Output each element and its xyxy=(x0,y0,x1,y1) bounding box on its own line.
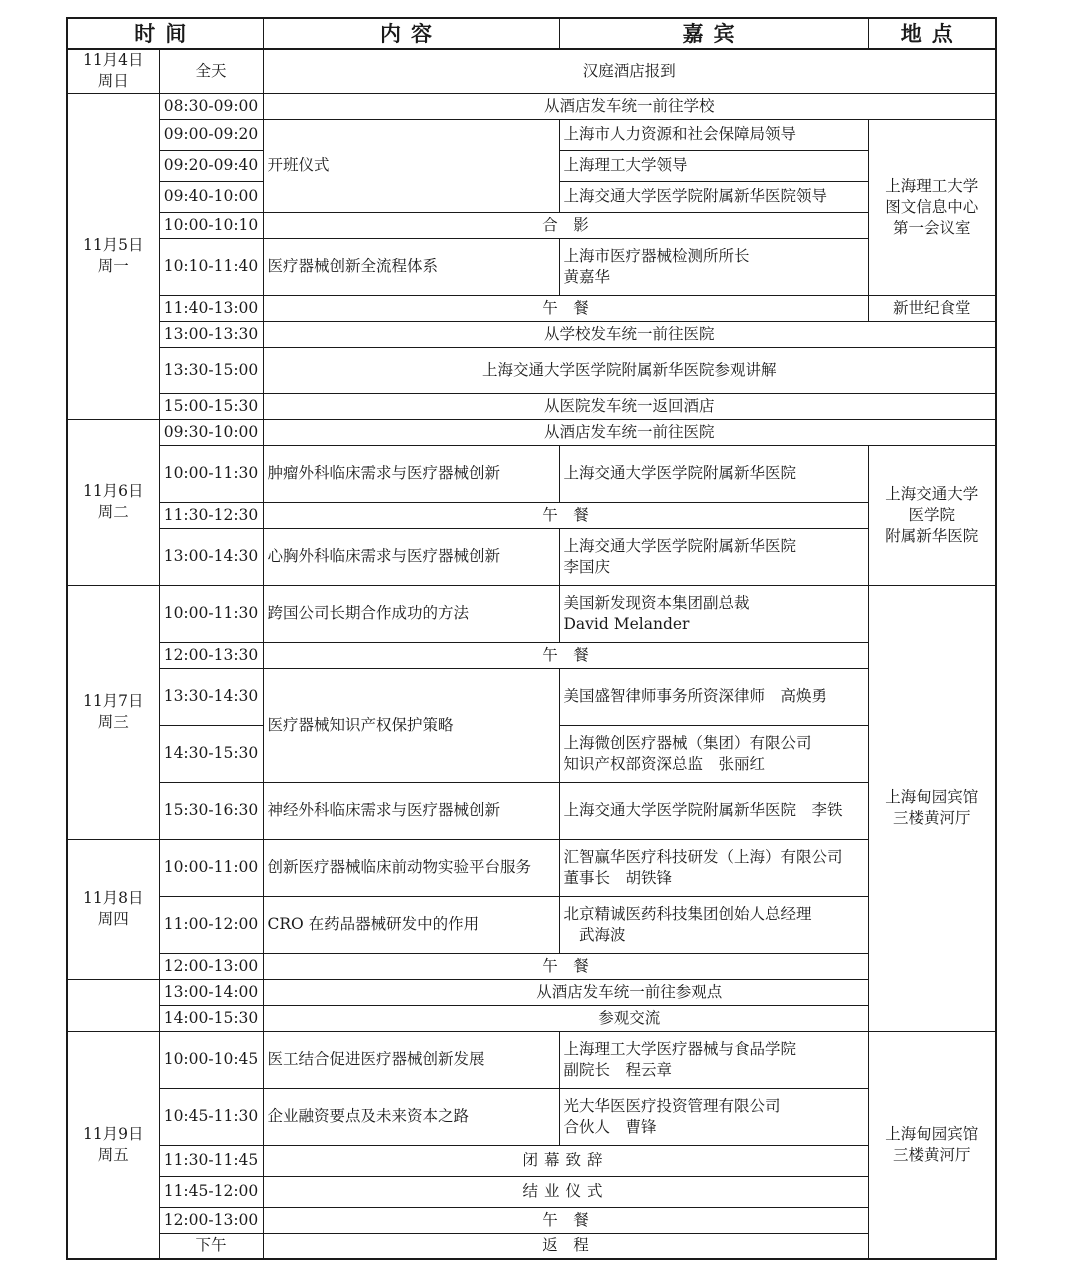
table-row xyxy=(67,642,996,668)
time-cell: 15:30-16:30 xyxy=(159,782,263,839)
time-cell: 10:00-10:10 xyxy=(159,212,263,238)
venue-cell: 上海甸园宾馆 三楼黄河厅 xyxy=(868,1031,996,1259)
time-cell: 全天 xyxy=(159,49,263,93)
time-cell: 15:00-15:30 xyxy=(159,393,263,419)
time-cell: 08:30-09:00 xyxy=(159,93,263,119)
time-cell: 10:00-10:45 xyxy=(159,1031,263,1088)
table-row xyxy=(67,896,996,953)
date-cell: 11月5日 周一 xyxy=(67,93,159,419)
header-row xyxy=(67,18,996,49)
time-cell: 13:30-15:00 xyxy=(159,347,263,393)
time-cell: 14:30-15:30 xyxy=(159,725,263,782)
content-cell: 医疗器械创新全流程体系 xyxy=(263,238,559,295)
time-cell: 09:20-09:40 xyxy=(159,150,263,181)
time-cell: 10:10-11:40 xyxy=(159,238,263,295)
guest-cell: 上海微创医疗器械（集团）有限公司 知识产权部资深总监 张丽红 xyxy=(559,725,868,782)
table-row xyxy=(67,347,996,393)
date-cell: 11月7日 周三 xyxy=(67,585,159,839)
content-cell: 从学校发车统一前往医院 xyxy=(263,321,996,347)
table-row xyxy=(67,979,996,1005)
table-row xyxy=(67,585,996,642)
date-cell-blank xyxy=(67,1005,159,1031)
time-cell: 11:30-12:30 xyxy=(159,502,263,528)
time-cell: 11:30-11:45 xyxy=(159,1145,263,1176)
time-cell: 12:00-13:00 xyxy=(159,1207,263,1233)
content-cell: 参观交流 xyxy=(263,1005,996,1031)
date-cell: 11月4日 周日 xyxy=(67,49,159,93)
table-row xyxy=(67,212,996,238)
content-cell: 从医院发车统一返回酒店 xyxy=(263,393,996,419)
content-cell: CRO 在药品器械研发中的作用 xyxy=(263,896,559,953)
table-row xyxy=(67,1031,996,1088)
time-cell: 09:00-09:20 xyxy=(159,119,263,150)
content-cell: 跨国公司长期合作成功的方法 xyxy=(263,585,559,642)
time-cell: 10:00-11:00 xyxy=(159,839,263,896)
content-cell: 开班仪式 xyxy=(263,119,559,212)
schedule-table xyxy=(66,17,997,1260)
content-cell: 肿瘤外科临床需求与医疗器械创新 xyxy=(263,445,559,502)
date-cell: 11月8日 周四 xyxy=(67,839,159,979)
content-cell: 上海交通大学医学院附属新华医院参观讲解 xyxy=(263,347,996,393)
content-cell: 午 餐 xyxy=(263,1207,868,1233)
time-cell: 11:40-13:00 xyxy=(159,295,263,321)
time-cell: 09:40-10:00 xyxy=(159,181,263,212)
content-cell: 午 餐 xyxy=(263,502,868,528)
table-row xyxy=(67,321,996,347)
table-row xyxy=(67,1176,996,1207)
content-cell: 心胸外科临床需求与医疗器械创新 xyxy=(263,528,559,585)
table-row xyxy=(67,502,996,528)
content-cell: 从酒店发车统一前往参观点 xyxy=(263,979,996,1005)
table-row xyxy=(67,93,996,119)
time-cell: 10:00-11:30 xyxy=(159,585,263,642)
table-row xyxy=(67,419,996,445)
guest-cell: 上海市人力资源和社会保障局领导 xyxy=(559,119,868,150)
time-cell: 14:00-15:30 xyxy=(159,1005,263,1031)
guest-cell: 上海理工大学医疗器械与食品学院 副院长 程云章 xyxy=(559,1031,868,1088)
guest-cell: 美国盛智律师事务所资深律师 高焕勇 xyxy=(559,668,868,725)
time-cell: 12:00-13:00 xyxy=(159,953,263,979)
table-row xyxy=(67,782,996,839)
table-row xyxy=(67,528,996,585)
venue-cell: 上海交通大学 医学院 附属新华医院 xyxy=(868,445,996,585)
header-venue: 地点 xyxy=(868,18,996,49)
table-row xyxy=(67,238,996,295)
content-cell: 合 影 xyxy=(263,212,868,238)
venue-cell: 上海甸园宾馆 三楼黄河厅 xyxy=(868,585,996,1031)
guest-cell: 上海交通大学医学院附属新华医院领导 xyxy=(559,181,868,212)
table-row xyxy=(67,49,996,93)
content-cell: 午 餐 xyxy=(263,953,868,979)
date-cell: 11月9日 周五 xyxy=(67,1031,159,1259)
content-cell: 医疗器械知识产权保护策略 xyxy=(263,668,559,782)
content-cell: 从酒店发车统一前往学校 xyxy=(263,93,996,119)
content-cell: 返 程 xyxy=(263,1233,868,1259)
time-cell: 13:00-13:30 xyxy=(159,321,263,347)
time-cell: 11:45-12:00 xyxy=(159,1176,263,1207)
content-cell: 午 餐 xyxy=(263,642,868,668)
table-row xyxy=(67,1207,996,1233)
content-cell: 医工结合促进医疗器械创新发展 xyxy=(263,1031,559,1088)
table-row xyxy=(67,119,996,150)
guest-cell: 北京精诚医药科技集团创始人总经理 武海波 xyxy=(559,896,868,953)
time-cell: 下午 xyxy=(159,1233,263,1259)
time-cell: 12:00-13:30 xyxy=(159,642,263,668)
header-time: 时间 xyxy=(67,18,263,49)
guest-cell: 美国新发现资本集团副总裁 David Melander xyxy=(559,585,868,642)
guest-cell: 上海理工大学领导 xyxy=(559,150,868,181)
header-content: 内容 xyxy=(263,18,559,49)
table-row xyxy=(67,1088,996,1145)
time-cell: 11:00-12:00 xyxy=(159,896,263,953)
table-row xyxy=(67,1145,996,1176)
venue-cell: 新世纪食堂 xyxy=(868,295,996,321)
table-row xyxy=(67,1005,996,1031)
time-cell: 09:30-10:00 xyxy=(159,419,263,445)
guest-cell: 汇智赢华医疗科技研发（上海）有限公司 董事长 胡铁锋 xyxy=(559,839,868,896)
content-cell: 结业仪式 xyxy=(263,1176,868,1207)
date-cell: 11月6日 周二 xyxy=(67,419,159,585)
content-cell: 汉庭酒店报到 xyxy=(263,49,996,93)
content-cell: 午 餐 xyxy=(263,295,868,321)
table-row xyxy=(67,668,996,725)
table-row xyxy=(67,953,996,979)
time-cell: 13:00-14:30 xyxy=(159,528,263,585)
date-cell-blank xyxy=(67,979,159,1005)
header-guest: 嘉宾 xyxy=(559,18,868,49)
guest-cell: 上海市医疗器械检测所所长 黄嘉华 xyxy=(559,238,868,295)
table-row xyxy=(67,445,996,502)
guest-cell: 光大华医医疗投资管理有限公司 合伙人 曹锋 xyxy=(559,1088,868,1145)
guest-cell: 上海交通大学医学院附属新华医院 李国庆 xyxy=(559,528,868,585)
table-row xyxy=(67,839,996,896)
content-cell: 从酒店发车统一前往医院 xyxy=(263,419,996,445)
content-cell: 企业融资要点及未来资本之路 xyxy=(263,1088,559,1145)
content-cell: 创新医疗器械临床前动物实验平台服务 xyxy=(263,839,559,896)
content-cell: 闭幕致辞 xyxy=(263,1145,868,1176)
time-cell: 10:45-11:30 xyxy=(159,1088,263,1145)
venue-cell: 上海理工大学 图文信息中心 第一会议室 xyxy=(868,119,996,295)
guest-cell: 上海交通大学医学院附属新华医院 李铁 xyxy=(559,782,868,839)
table-row xyxy=(67,1233,996,1259)
content-cell: 神经外科临床需求与医疗器械创新 xyxy=(263,782,559,839)
time-cell: 10:00-11:30 xyxy=(159,445,263,502)
table-row xyxy=(67,295,996,321)
guest-cell: 上海交通大学医学院附属新华医院 xyxy=(559,445,868,502)
time-cell: 13:00-14:00 xyxy=(159,979,263,1005)
time-cell: 13:30-14:30 xyxy=(159,668,263,725)
table-row xyxy=(67,393,996,419)
